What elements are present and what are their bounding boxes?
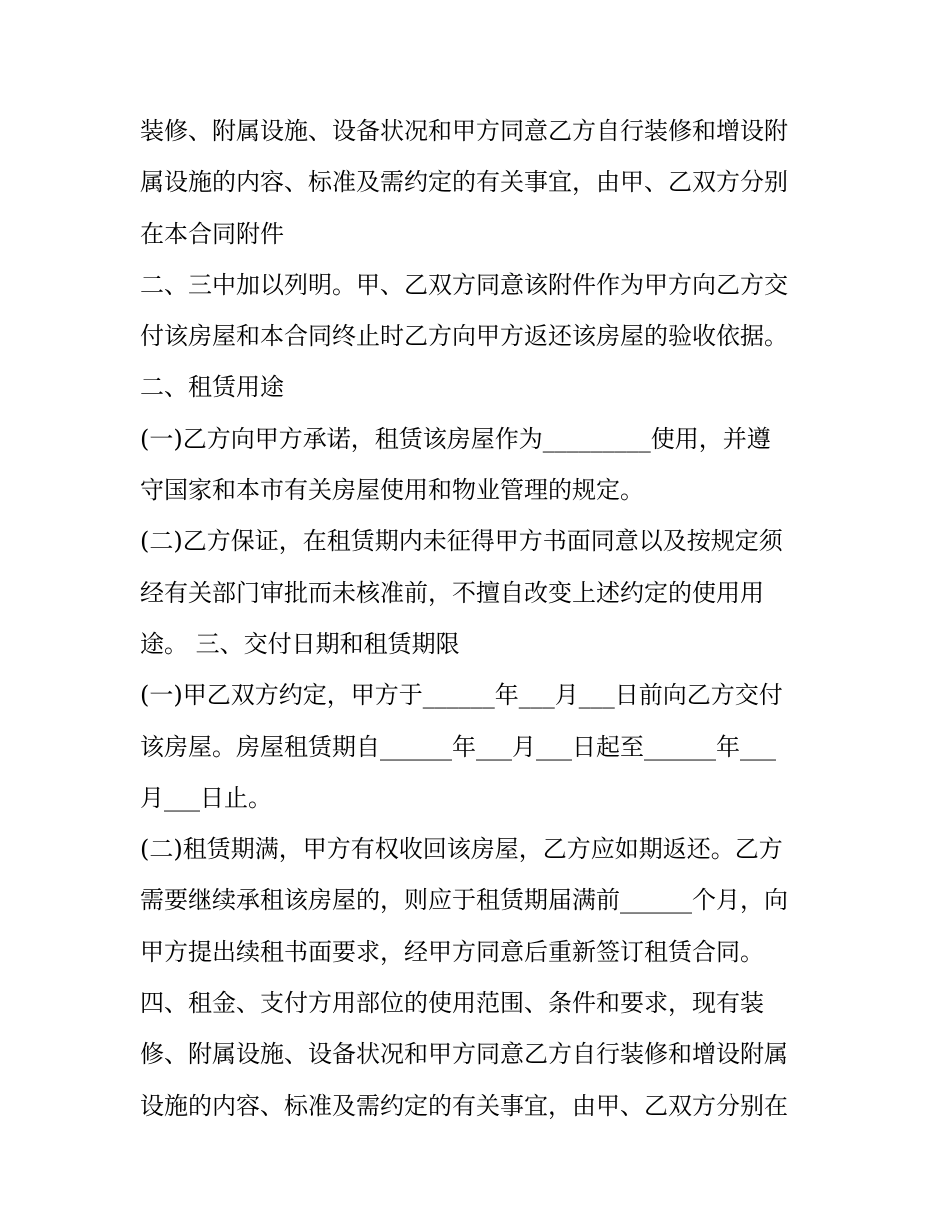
text-line: (一)甲乙双方约定，甲方于______年___月___日前向乙方交付 — [140, 681, 783, 710]
text-line: (二)租赁期满，甲方有权收回该房屋，乙方应如期返还。乙方 — [140, 835, 783, 864]
contract-text — [140, 106, 820, 1132]
text-line: 付该房屋和本合同终止时乙方向甲方返还该房屋的验收依据。 — [140, 322, 788, 351]
text-line: 修、附属设施、设备状况和甲方同意乙方自行装修和增设附属 — [140, 1040, 788, 1069]
section-heading-rent: 四、租金、支付方用部位的使用范围、条件和要求，现有装 — [140, 989, 764, 1018]
text-line: 装修、附属设施、设备状况和甲方同意乙方自行装修和增设附 — [140, 117, 788, 145]
text-line: (二)乙方保证，在租赁期内未征得甲方书面同意以及按规定须 — [140, 527, 783, 556]
text-line: 属设施的内容、标准及需约定的有关事宜，由甲、乙双方分别 — [140, 168, 788, 197]
section-heading-usage: 二、租赁用途 — [140, 373, 284, 402]
text-line: 在本合同附件 — [140, 219, 284, 248]
text-line: (一)乙方向甲方承诺，租赁该房屋作为_________使用，并遵 — [140, 424, 771, 453]
text-line: 二、三中加以列明。甲、乙双方同意该附件作为甲方向乙方交 — [140, 270, 788, 299]
text-line: 经有关部门审批而未核准前，不擅自改变上述约定的使用用 — [140, 578, 764, 607]
text-line: 月___日止。 — [140, 783, 272, 812]
text-line: 设施的内容、标准及需约定的有关事宜，由甲、乙双方分别在 — [140, 1091, 788, 1120]
text-line: 甲方提出续租书面要求，经甲方同意后重新签订租赁合同。 — [140, 937, 764, 966]
text-line: 守国家和本市有关房屋使用和物业管理的规定。 — [140, 476, 644, 505]
text-line: 途。 三、交付日期和租赁期限 — [140, 629, 460, 658]
text-line: 需要继续承租该房屋的，则应于租赁期届满前______个月，向 — [140, 886, 788, 915]
text-line: 该房屋。房屋租赁期自______年___月___日起至______年___ — [140, 732, 776, 761]
